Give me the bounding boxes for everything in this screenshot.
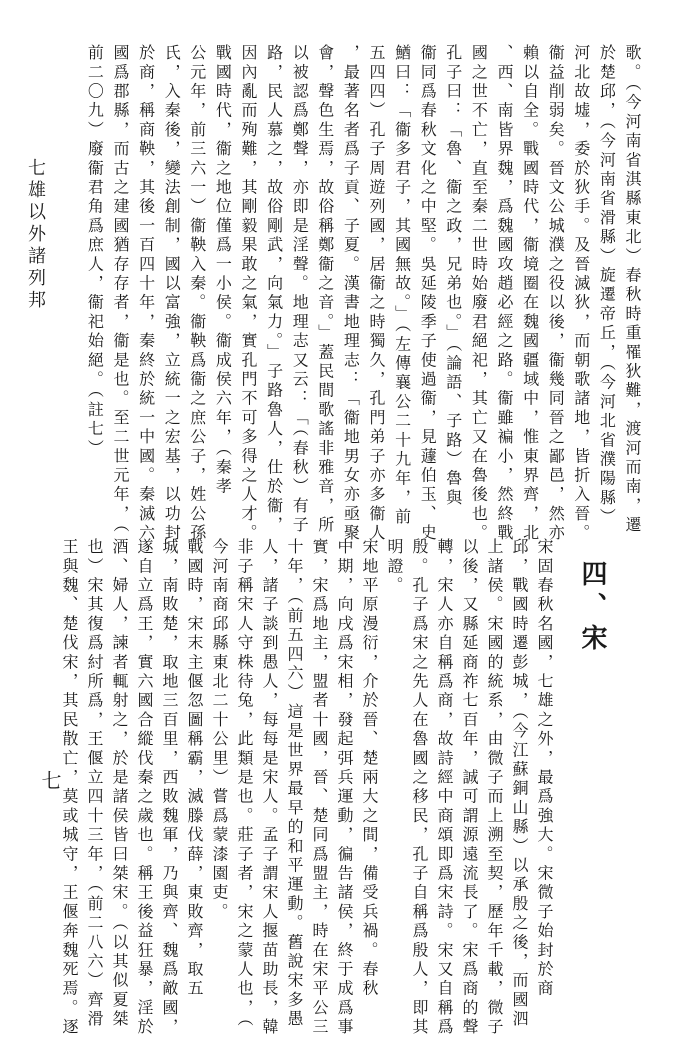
lower-text-column: 邱，戰國時遷彭城，（今江蘇銅山縣）以承殷之後，而國泗 (510, 538, 529, 1030)
upper-text-column: 孔子曰：「魯、衞之政，兄弟也。」（論語、子路）魯與 (443, 44, 463, 508)
upper-text-column: 公元年，前三六一）衞鞅入秦。衞鞅爲衞之庶公子，姓公孫 (187, 44, 207, 544)
lower-text-column: 殷。孔子爲宋之先人在魯國之移民，孔子自稱爲殷人，即其 (410, 538, 429, 1037)
upper-text-column: 路，民人慕之，故俗剛武，向氣力。」子路魯人，仕於衞， (264, 44, 284, 536)
upper-text-column: 以被認爲鄭聲，亦即是淫聲。地理志又云：「（春秋）有子 (290, 44, 310, 536)
upper-text-column: 會，聲色生焉，故俗稱鄭衞之音。」蓋民間歌謠非雅音，所 (315, 44, 335, 536)
lower-text-column: 宋固春秋名國，七雄之外，最爲強大。宋微子始封於商 (535, 538, 554, 999)
lower-text-column: 宋地平原漫衍，介於晉、楚兩大之間，備受兵禍。春秋 (360, 538, 379, 999)
upper-text-column: 前二〇九）廢衞君角爲庶人，衞祀始絕。（註七） (85, 44, 105, 459)
upper-text-column: 國之世不亡，直至秦二世時始廢君絕祀，其亡又在魯後也。 (469, 44, 489, 544)
running-head: 七雄以外諸列邦 (25, 158, 46, 312)
lower-text-column: 遂自立爲王，實六國合縱伐秦之歲也。稱王後益狂暴，淫於 (135, 538, 154, 1037)
lower-text-column: 城，南敗楚，取地三百里，西敗魏軍，乃與齊、魏爲敵國， (160, 538, 179, 1037)
upper-text-column: 賴以自全。戰國時代，衞境圈在魏國疆域中，惟東界齊，北 (520, 44, 540, 544)
lower-text-column: 戰國時，宋末主偃忽圖稱霸，滅滕伐薛，東敗齊，取五 (185, 538, 204, 999)
upper-text-column: ，最著名者爲子貢、子夏。漢書地理志：「衞地男女亦亟聚 (341, 44, 361, 544)
lower-text-column: 中期，向戌爲宋相，發起弭兵運動，徧告諸侯，終于成爲事 (335, 538, 354, 1037)
upper-text-column: 衞益削弱矣。晉文公城濮之役以後，衞幾同晉之鄙邑，然亦 (546, 44, 566, 544)
lower-text-column: 上諸侯。宋國的統系，由微子而上溯至契，歷年千載，微子 (485, 538, 504, 1037)
lower-text-column: 王與魏、楚伐宋，其民散亡，莫或城守，王偃奔魏死焉。逐 (60, 538, 79, 1037)
lower-text-column: 實，宋爲地主，盟者十國，晉、楚同爲盟主，時在宋平公三 (310, 538, 329, 1037)
lower-text-column: 也）宋其復爲紂所爲，王偃立四十三年，（前二八六）齊滑 (85, 538, 104, 1030)
upper-text-column: 於商，稱商鞅，其後一百四十年，秦終於統一中國。秦滅六 (136, 44, 156, 544)
lower-text-column: 以後，又縣延商祚七百年，誠可謂源遠流長了。宋爲商的聲 (460, 538, 479, 1037)
upper-text-column: 五四四）孔子周遊列國，居衞之時獨久，孔門弟子亦多衞人 (367, 44, 386, 544)
lower-text-column: 十年，（前五四六）這是世界最早的和平運動。舊說宋多愚 (285, 538, 304, 1030)
lower-text-column: 酒、婦人，諫者輒射之，於是諸侯皆曰桀宋。（以其似夏桀 (110, 538, 129, 1030)
section-heading: 四、宋 (577, 560, 607, 656)
page-number: 七 (38, 770, 62, 790)
upper-text-column: 鰌曰：「衞多君子，其國無故。」（左傳襄公二十九年，前 (392, 44, 412, 528)
upper-text-column: 氏，入秦後，變法創制，國以富強，立統一之宏基，以功封 (162, 44, 182, 544)
lower-text-column: 人，諸子談到愚人，每每是宋人。孟子謂宋人揠苗助長，韓 (260, 538, 279, 1037)
upper-text-column: 因內亂而殉難，其剛毅果敢之氣，實孔門不可多得之人才。 (239, 44, 258, 544)
lower-text-column: 轉，宋人亦自稱爲商，故詩經中商頌即爲宋詩。宋又自稱爲 (435, 538, 454, 1037)
upper-text-column: 於楚邱，（今河南省滑縣）旋遷帝丘，（今河北省濮陽縣） (597, 44, 617, 528)
upper-text-column: 衞同爲春秋文化之中堅。吳延陵季子使過衞，見蘧伯玉、史 (418, 44, 438, 544)
upper-text-column: 歌。（今河南省淇縣東北）春秋時重罹狄難，渡河而南，遷 (623, 44, 642, 536)
upper-text-column: 、西、南皆界魏，爲魏國攻趙必經之路。衞雖褊小，然終戰 (495, 44, 514, 544)
lower-text-column: 非子稱宋人守株待兔，此類是也。莊子者，宋之蒙人也，（ (235, 538, 254, 1030)
upper-text-column: 河北故墟，委於狄手。及晉滅狄，而朝歌諸地，皆折入晉。 (571, 44, 591, 544)
lower-text-column: 明證。 (385, 538, 404, 596)
lower-text-column: 今河南商邱縣東北二十公里）嘗爲蒙漆園吏。 (210, 538, 229, 922)
upper-text-column: 國爲郡縣，而古之建國猶存存者，衞是也。至二世元年，（ (111, 44, 130, 536)
upper-text-column: 戰國時代，衞之地位僅爲一小侯。衞成侯六年，（秦孝 (213, 44, 233, 497)
